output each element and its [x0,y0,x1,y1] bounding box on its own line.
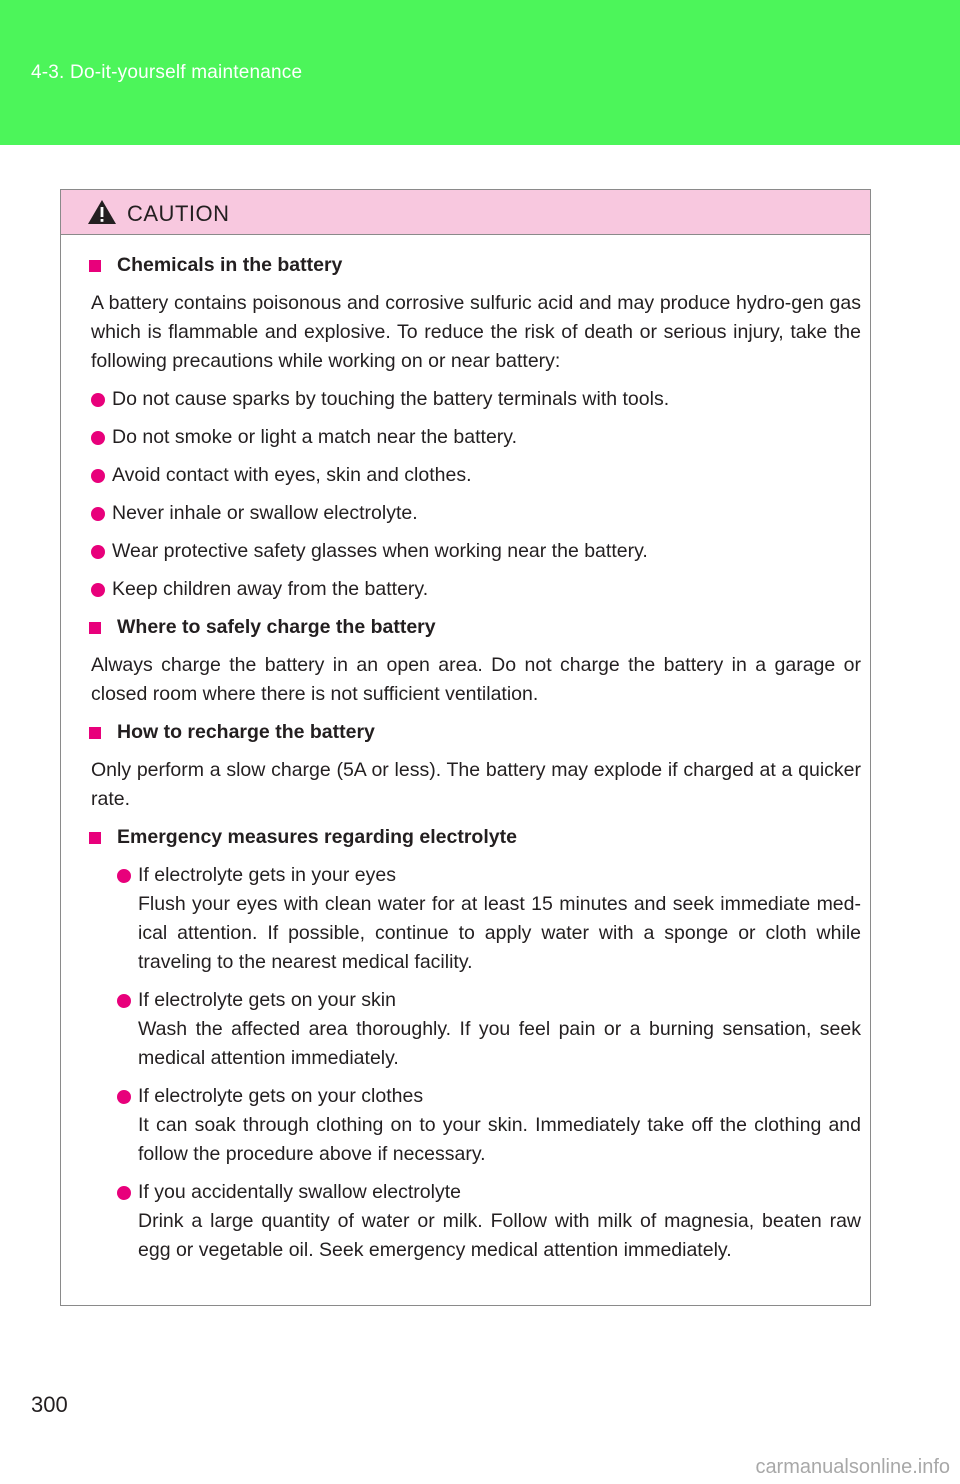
item-text: It can soak through clothing on to your skin. Immediately take off the clothing and follow the procedure above if necessary. [138,1114,861,1165]
item-title: If electrolyte gets on your clothes [138,1085,424,1107]
round-bullet-icon [91,583,105,597]
recharge-paragraph: Only perform a slow charge (5A or less). The battery may explode if charged at a quicker rate. [91,759,861,810]
round-bullet-icon [91,431,105,445]
item-title: If electrolyte gets in your eyes [138,864,396,886]
round-bullet-icon [117,869,131,883]
list-item [117,1082,861,1169]
list-item [117,861,861,977]
caution-box [60,189,871,1306]
list-item: Keep children away from the battery. [91,575,861,604]
list-item [117,1178,861,1265]
page-number: 300 [31,1392,68,1417]
caution-label: CAUTION [127,201,230,226]
chemicals-paragraph: A battery contains poisonous and corrosive sulfuric acid and may produce hydro-gen gas which is flammable and explosive. To reduce the risk of death or serious injury, take the following precautions while working on or near battery: [91,292,861,372]
watermark: carmanualsonline.info [755,1456,950,1478]
caution-content [89,251,861,1274]
round-bullet-icon [91,507,105,521]
round-bullet-icon [117,1090,131,1104]
list-item: Do not cause sparks by touching the battery terminals with tools. [91,385,861,414]
item-text: Wash the affected area thoroughly. If you feel pain or a burning sensation, seek medical attention immediately. [138,1018,861,1069]
square-bullet-icon [89,622,101,634]
square-bullet-icon [89,727,101,739]
caution-header [61,190,870,235]
charge-location-paragraph: Always charge the battery in an open area. Do not charge the battery in a garage or closed room where there is not sufficient ventilation. [91,654,861,705]
section-heading-charge-location: Where to safely charge the battery [89,613,861,642]
round-bullet-icon [117,994,131,1008]
item-title: If you accidentally swallow electrolyte [138,1181,461,1203]
round-bullet-icon [91,545,105,559]
list-item [117,986,861,1073]
round-bullet-icon [91,393,105,407]
warning-triangle-icon [87,199,117,225]
square-bullet-icon [89,832,101,844]
item-title: If electrolyte gets on your skin [138,989,396,1011]
list-item: Never inhale or swallow electrolyte. [91,499,861,528]
section-heading-recharge: How to recharge the battery [89,718,861,747]
section-heading-emergency: Emergency measures regarding electrolyte [89,823,861,852]
item-text: Drink a large quantity of water or milk. Follow with milk of magnesia, beaten raw egg or vegetable oil. Seek emergency medical attention immediately. [138,1210,861,1261]
square-bullet-icon [89,260,101,272]
round-bullet-icon [91,469,105,483]
list-item: Avoid contact with eyes, skin and clothes. [91,461,861,490]
section-title: 4-3. Do-it-yourself maintenance [31,62,303,83]
item-text: Flush your eyes with clean water for at least 15 minutes and seek immediate med-ical attention. If possible, continue to apply water with a sponge or cloth while traveling to the nearest medical facility. [138,893,861,973]
section-heading-chemicals: Chemicals in the battery [89,251,861,280]
list-item: Wear protective safety glasses when working near the battery. [91,537,861,566]
round-bullet-icon [117,1186,131,1200]
list-item: Do not smoke or light a match near the battery. [91,423,861,452]
